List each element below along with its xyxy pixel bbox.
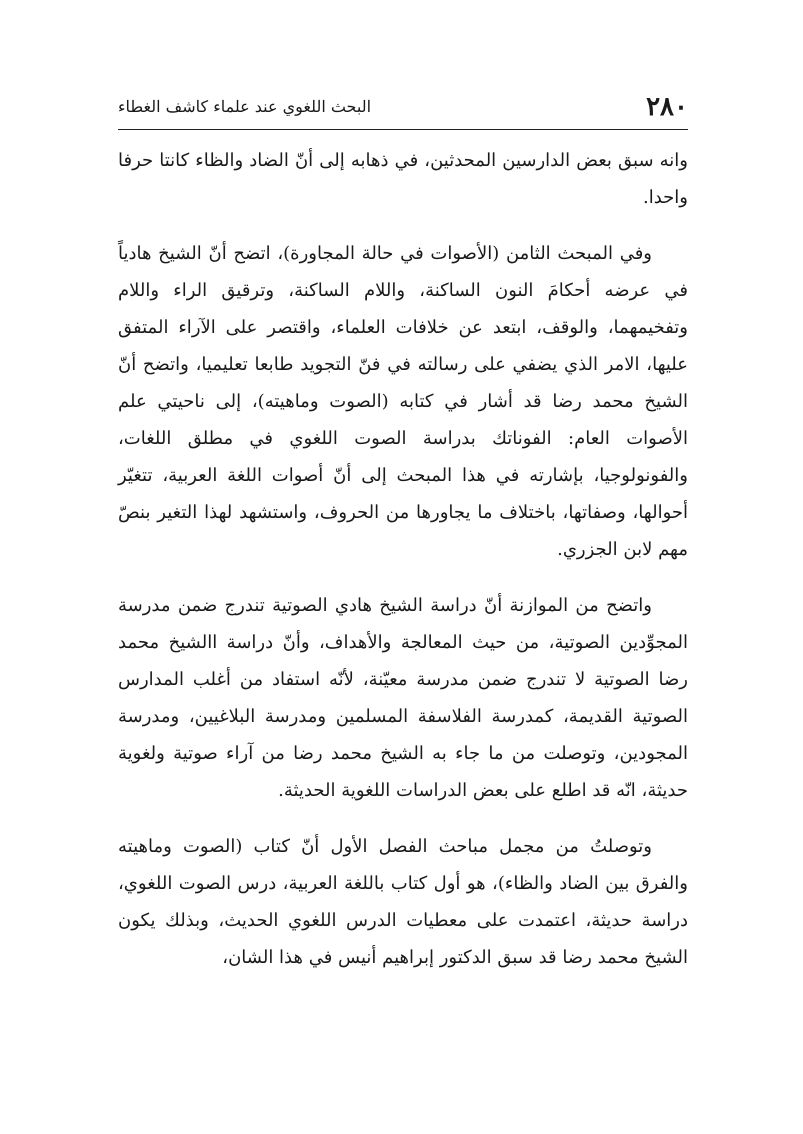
page-number: ٢٨٠ (646, 92, 688, 122)
body-text (118, 142, 688, 995)
header-divider (118, 129, 688, 130)
paragraph-continuation: وانه سبق بعض الدارسين المحدثين، في ذهابه إلى أنّ الضاد والظاء كانتا حرفا واحدا. (118, 150, 688, 208)
running-title: البحث اللغوي عند علماء كاشف الغطاء (118, 97, 372, 116)
paragraph-comparison: واتضح من الموازنة أنّ دراسة الشيخ هادي الصوتية تندرج ضمن مدرسة المجوِّدين الصوتية، من حيث المعالجة والأهداف، وأنّ دراسة االشيخ محمد رضا الصوتية لا تندرج ضمن مدرسة معيّنة، لأنّه استفاد من أغلب المدارس الصوتية القديمة، كمدرسة الفلاسفة المسلمين ومدرسة البلاغيين، ومدرسة المجودين، وتوصلت من ما جاء به الشيخ محمد رضا من آراء صوتية ولغوية حديثة، انّه قد اطلع على بعض الدراسات اللغوية الحديثة. (118, 595, 688, 801)
running-header (118, 84, 688, 128)
paragraph-chapter-conclusion: وتوصلتُ من مجمل مباحث الفصل الأول أنّ كتاب (الصوت وماهيته والفرق بين الضاد والظاء)، هو أول كتاب باللغة العربية، درس الصوت اللغوي، دراسة حديثة، اعتمدت على معطيات الدرس اللغوي الحديث، وبذلك يكون الشيخ محمد رضا قد سبق الدكتور إبراهيم أنيس في هذا الشان، (118, 836, 688, 968)
paragraph-section-eight: وفي المبحث الثامن (الأصوات في حالة المجاورة)، اتضح أنّ الشيخ هادياً في عرضه أحكامَ النون الساكنة، واللام الساكنة، وترقيق الراء واللام وتفخيمهما، والوقف، ابتعد عن خلافات العلماء، واقتصر على الآراء المتفق عليها، الامر الذي يضفي على رسالته في فنّ التجويد طابعا تعليميا، واتضح أنّ الشيخ محمد رضا قد أشار في كتابه (الصوت وماهيته)، إلى ناحيتي علم الأصوات العام: الفوناتك بدراسة الصوت اللغوي في مطلق اللغات، والفونولوجيا، بإشارته في هذا المبحث إلى أنّ أصوات اللغة العربية، تتغيّر أحوالها، وصفاتها، باختلاف ما يجاورها من الحروف، واستشهد لهذا التغير بنصّ مهم لابن الجزري. (118, 243, 688, 560)
